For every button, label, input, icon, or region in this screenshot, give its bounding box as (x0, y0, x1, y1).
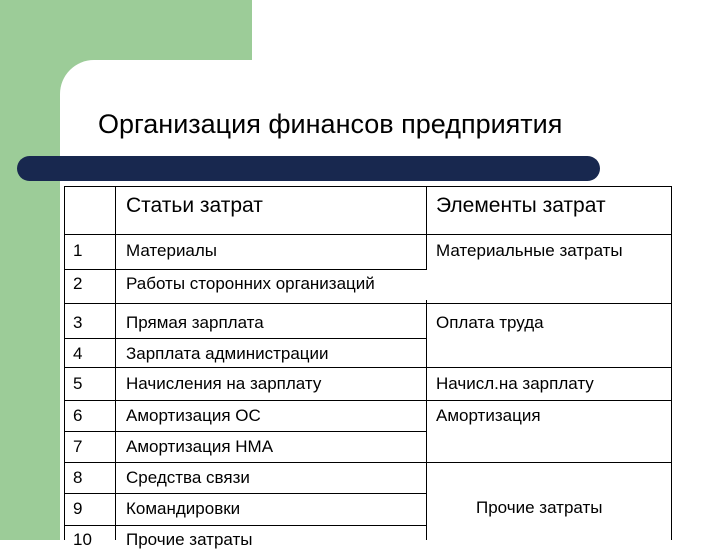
cost-item: Прочие затраты (126, 530, 253, 549)
cost-item: Работы сторонних организаций (126, 274, 375, 293)
row-number: 7 (73, 437, 83, 456)
cost-item: Амортизация ОС (126, 406, 261, 425)
cost-item: Материалы (126, 241, 218, 260)
header-cost-elements: Элементы затрат (436, 194, 606, 217)
row-number: 4 (73, 344, 83, 363)
cost-item: Средства связи (126, 468, 250, 487)
header-cost-items: Статьи затрат (126, 194, 263, 217)
cost-element: Материальные затраты (436, 241, 623, 260)
row-number: 1 (73, 241, 83, 260)
cost-item: Командировки (126, 499, 241, 518)
row-number: 3 (73, 313, 83, 332)
cost-item: Начисления на зарплату (126, 374, 322, 393)
cost-item: Зарплата администрации (126, 344, 329, 363)
row-number: 8 (73, 468, 83, 487)
row-number: 6 (73, 406, 83, 425)
row-number: 5 (73, 374, 83, 393)
cost-element: Начисл.на зарплату (436, 374, 594, 393)
cost-element: Амортизация (436, 406, 541, 425)
slide-title: Организация финансов предприятия (98, 109, 563, 139)
cost-item: Амортизация НМА (126, 437, 274, 456)
cost-element: Оплата труда (436, 313, 544, 332)
row-number: 9 (73, 499, 83, 518)
cost-item: Прямая зарплата (126, 313, 264, 332)
cost-element: Прочие затраты (476, 498, 603, 517)
row-number: 10 (73, 530, 92, 549)
row-number: 2 (73, 274, 83, 293)
